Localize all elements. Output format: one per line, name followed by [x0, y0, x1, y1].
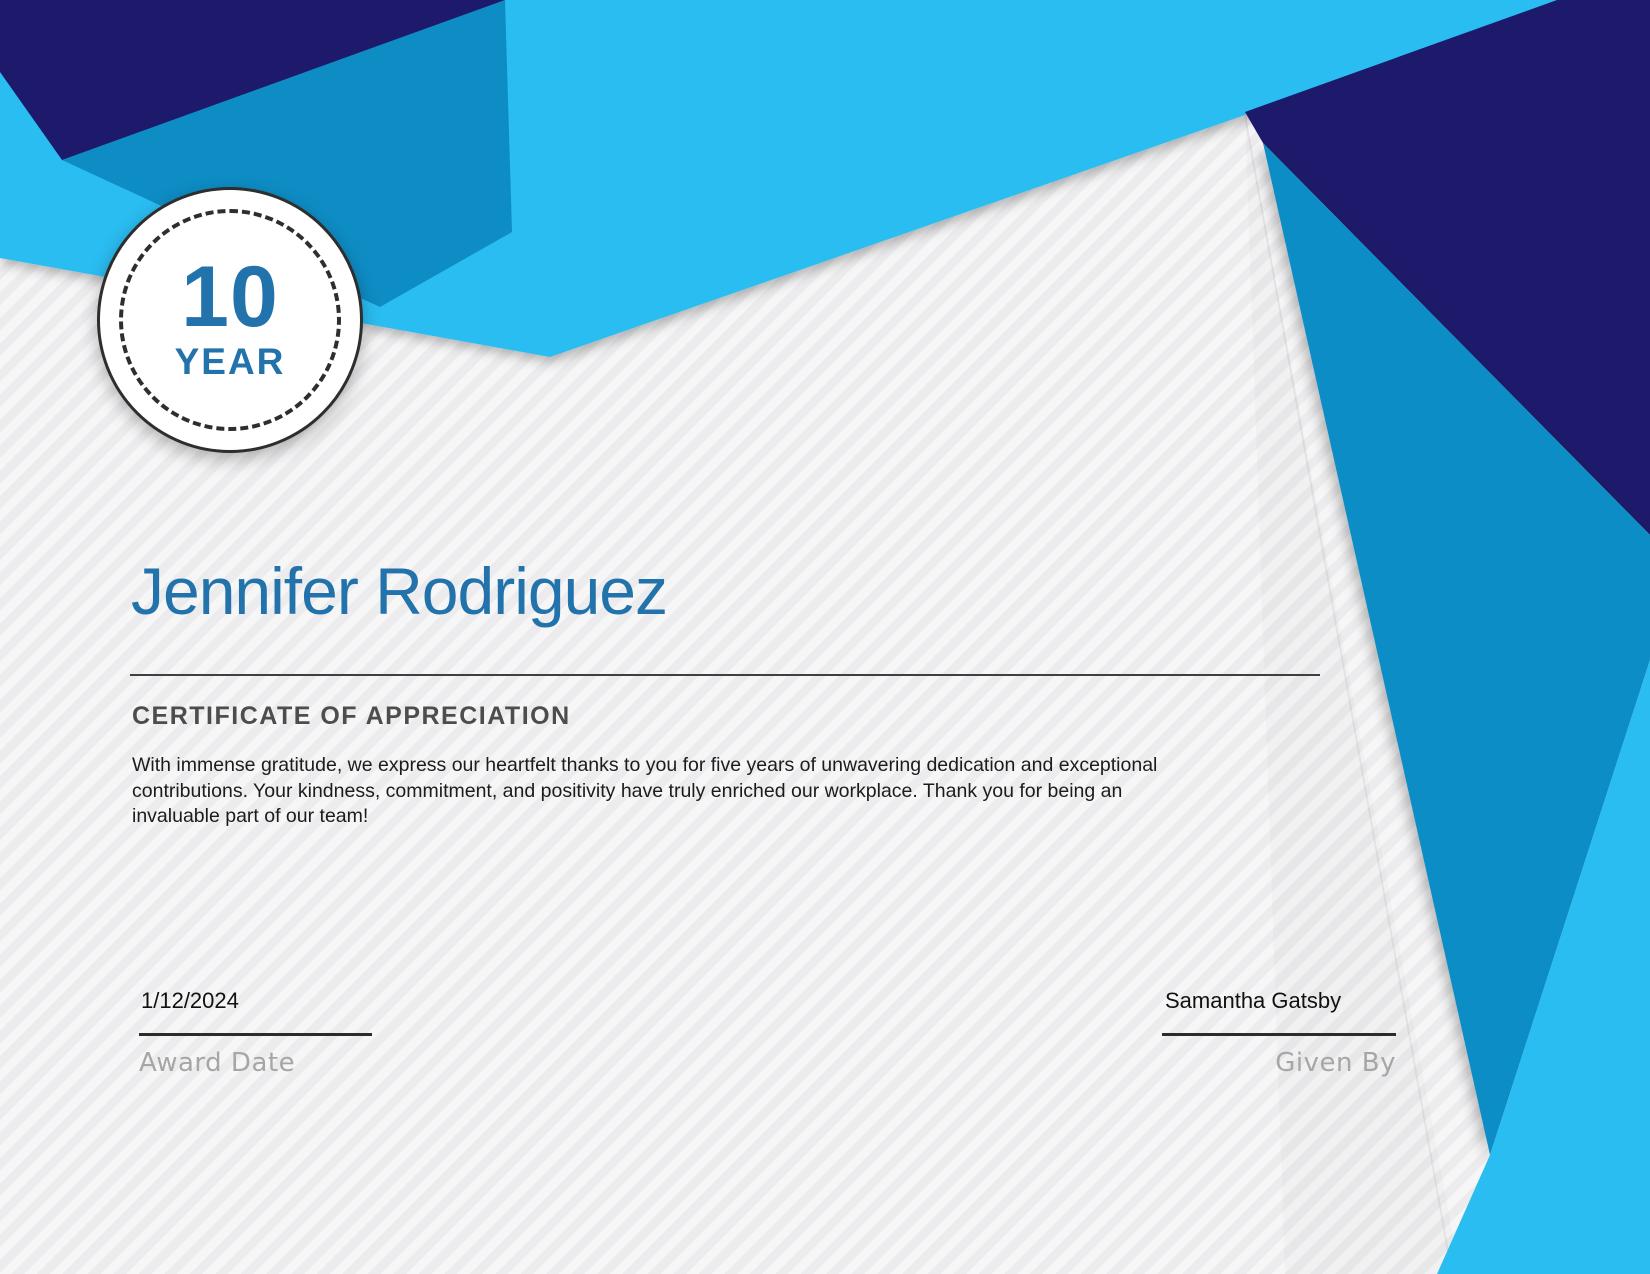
- certificate-body-text: With immense gratitude, we express our heartfelt thanks to you for five years of unwavering dedication and exceptional contributions. Your kindness, commitment, and positivity have truly enriched our workplace. Thank you for being an invaluable part of our team!: [132, 754, 1158, 827]
- anniversary-badge-dashed-ring: [119, 209, 341, 431]
- award-date-line: [139, 1033, 372, 1036]
- certificate-title: CERTIFICATE OF APPRECIATION: [132, 702, 571, 730]
- giver-signature-line: [1162, 1033, 1396, 1036]
- award-date-label: Award Date: [139, 1048, 296, 1078]
- anniversary-badge: [97, 187, 363, 453]
- award-date-value: 1/12/2024: [141, 988, 239, 1013]
- recipient-name-underline: [130, 674, 1320, 676]
- giver-name-value: Samantha Gatsby: [1165, 988, 1342, 1013]
- badge-years-number: 10: [181, 249, 279, 346]
- giver-label: Given By: [1275, 1048, 1396, 1078]
- recipient-name: Jennifer Rodriguez: [131, 554, 667, 628]
- badge-years-label: YEAR: [174, 340, 286, 382]
